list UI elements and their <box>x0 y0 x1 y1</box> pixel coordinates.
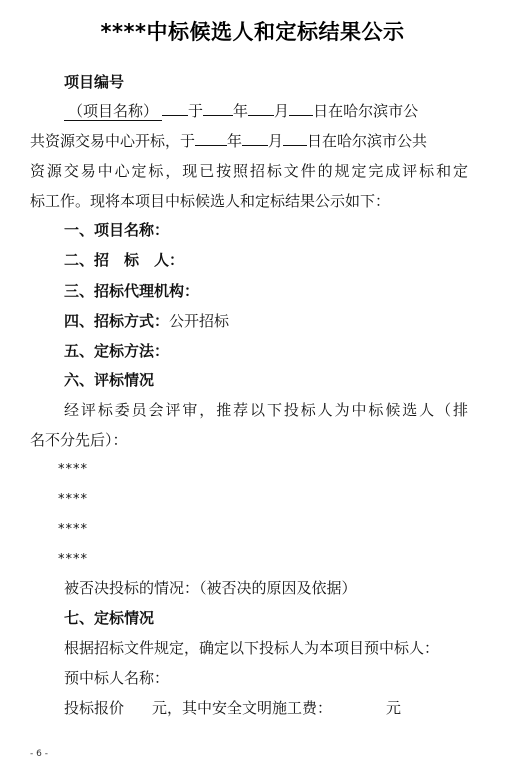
section-method-value: 公开招标 <box>169 312 230 330</box>
section-agency: 三、招标代理机构： <box>64 282 200 300</box>
year-label: 年 <box>233 102 249 120</box>
section-award: 七、定标情况 <box>64 609 155 627</box>
year-blank <box>195 131 227 146</box>
month-label: 月 <box>274 102 290 120</box>
page-number: - 6 - <box>30 749 48 759</box>
month-label: 月 <box>268 132 284 150</box>
winner-name-label: 预中标人名称： <box>64 669 170 687</box>
year-blank <box>203 101 233 116</box>
project-name-field: （项目名称） <box>64 102 162 121</box>
section-evaluation: 六、评标情况 <box>64 371 155 389</box>
year-label: 年 <box>227 132 243 150</box>
section-tenderer: 二、招 标 人： <box>64 251 185 269</box>
page-title: ****中标候选人和定标结果公示 <box>100 20 405 44</box>
day-blank <box>283 131 307 146</box>
candidate-item: **** <box>58 552 88 567</box>
candidate-item: **** <box>58 462 88 477</box>
award-line-1: 根据招标文件规定，确定以下投标人为本项目预中标人： <box>64 639 440 657</box>
section-award-method: 五、定标方法： <box>64 342 170 360</box>
intro-text: 于 <box>188 102 204 120</box>
bid-price-label: 投标报价 <box>64 699 125 717</box>
month-blank <box>248 101 274 116</box>
intro-line-1 <box>64 101 418 121</box>
section-project-name: 一、项目名称： <box>64 221 170 239</box>
month-blank <box>242 131 268 146</box>
intro-line-4: 标工作。现将本项目中标候选人和定标结果公示如下： <box>30 192 391 210</box>
evaluation-line-2: 名不分先后）： <box>30 431 128 449</box>
intro-text: 共资源交易中心开标，于 <box>30 132 196 150</box>
rejected-bids-text: 被否决投标的情况：（被否决的原因及依据） <box>64 579 357 597</box>
section-method <box>64 311 229 331</box>
section-method-label: 四、招标方式： <box>64 312 170 330</box>
bid-price-line <box>64 698 401 718</box>
candidate-item: **** <box>58 522 88 537</box>
intro-line-3: 资源交易中心定标，现已按照招标文件的规定完成评标和定 <box>30 162 468 180</box>
blank-field <box>162 101 188 116</box>
candidate-item: **** <box>58 492 88 507</box>
safety-fee-label: 元，其中安全文明施工费： <box>152 699 333 717</box>
intro-line-2 <box>30 131 427 151</box>
project-number-label: 项目编号 <box>64 73 125 91</box>
yuan-unit: 元 <box>386 699 402 717</box>
intro-text: 日在哈尔滨市公共 <box>307 132 428 150</box>
intro-text: 日在哈尔滨市公 <box>313 102 419 120</box>
evaluation-line-1: 经评标委员会评审，推荐以下投标人为中标候选人（排 <box>64 401 468 419</box>
day-blank <box>289 101 313 116</box>
